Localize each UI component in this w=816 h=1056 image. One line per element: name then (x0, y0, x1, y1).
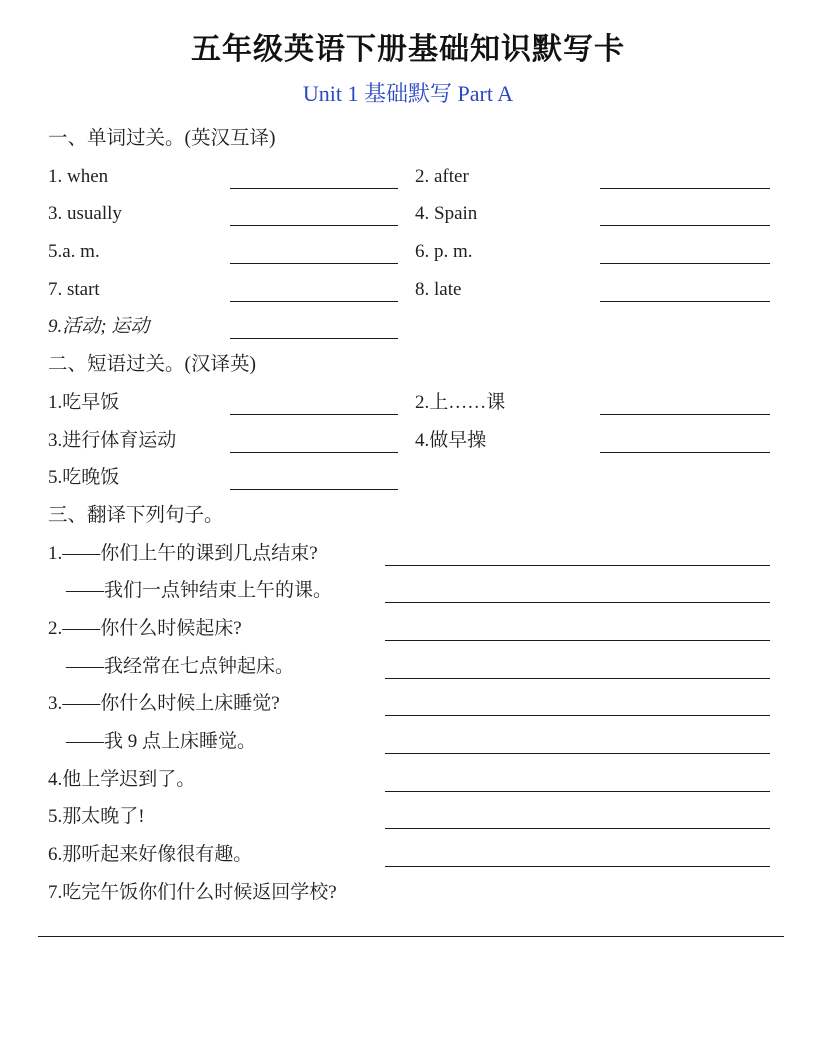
word-item-label: 9.活动; 运动 (48, 316, 150, 338)
sentence-text: 3.——你什么时候上床睡觉? (48, 693, 280, 715)
answer-blank-line (385, 678, 770, 679)
answer-blank-line (600, 263, 770, 264)
answer-blank-line (230, 414, 398, 415)
section-words (48, 120, 816, 346)
phrase-item-label: 2.上……课 (415, 391, 506, 413)
word-row (48, 195, 816, 233)
sentence-text: 1.——你们上午的课到几点结束? (48, 542, 318, 564)
sentence-row (48, 874, 816, 912)
answer-blank-line (230, 188, 398, 189)
sentence-row (48, 610, 816, 648)
full-width-answer-line (38, 936, 784, 937)
phrase-row (48, 459, 816, 497)
section-phrases (48, 346, 816, 497)
word-row (48, 158, 816, 196)
phrase-item-label: 1.吃早饭 (48, 391, 120, 413)
answer-blank-line (230, 225, 398, 226)
word-item-label: 6. p. m. (415, 241, 473, 263)
phrase-item-label: 3.进行体育运动 (48, 429, 177, 451)
answer-blank-line (600, 225, 770, 226)
answer-blank-line (385, 715, 770, 716)
sentence-text: 6.那听起来好像很有趣。 (48, 844, 253, 866)
page-title: 五年级英语下册基础知识默写卡 (191, 33, 625, 66)
answer-blank-line (600, 301, 770, 302)
sentence-text: ——我经常在七点钟起床。 (66, 655, 295, 677)
answer-blank-line (385, 640, 770, 641)
sentence-text: ——我 9 点上床睡觉。 (66, 731, 257, 752)
worksheet-content (48, 120, 816, 937)
sentence-text: 2.——你什么时候起床? (48, 617, 242, 639)
sentence-row (48, 535, 816, 573)
sentence-row (48, 685, 816, 723)
phrase-item-label: 4.做早操 (415, 429, 487, 451)
answer-blank-line (385, 602, 770, 603)
answer-blank-line (230, 452, 398, 453)
sentence-text: 4.他上学迟到了。 (48, 768, 196, 790)
word-row (48, 271, 816, 309)
answer-blank-line (385, 565, 770, 566)
answer-blank-line (230, 301, 398, 302)
word-item-label: 5.a. m. (48, 241, 100, 263)
section-heading-text: 三、翻译下列句子。 (48, 504, 224, 526)
section-words-heading (48, 120, 816, 158)
answer-blank-line (230, 338, 398, 339)
answer-blank-line (385, 866, 770, 867)
answer-blank-line (385, 791, 770, 792)
sentence-row (48, 572, 816, 610)
sentence-row (48, 836, 816, 874)
answer-blank-line (385, 828, 770, 829)
sentence-row (48, 723, 816, 761)
answer-blank-line (600, 452, 770, 453)
section-heading-text: 二、短语过关。(汉译英) (48, 354, 256, 376)
word-item-label: 7. start (48, 278, 100, 300)
sentence-row (48, 648, 816, 686)
sentence-row (48, 761, 816, 799)
word-item-label: 2. after (415, 165, 469, 187)
phrase-row (48, 422, 816, 460)
word-item-label: 4. Spain (415, 203, 478, 225)
section-sentences (48, 497, 816, 912)
phrase-row (48, 384, 816, 422)
answer-blank-line (600, 188, 770, 189)
section-phrases-heading (48, 346, 816, 384)
phrase-item-label: 5.吃晚饭 (48, 467, 120, 489)
word-item-label: 8. late (415, 278, 462, 300)
word-row (48, 308, 816, 346)
section-sentences-heading (48, 497, 816, 535)
word-row (48, 233, 816, 271)
answer-blank-line (385, 753, 770, 754)
page-subtitle: Unit 1 基础默写 Part A (302, 81, 514, 106)
answer-blank-line (230, 489, 398, 490)
sentence-text: ——我们一点钟结束上午的课。 (66, 580, 333, 602)
sentence-text: 5.那太晚了! (48, 806, 145, 828)
section-heading-text: 一、单词过关。(英汉互译) (48, 128, 276, 149)
word-item-label: 1. when (48, 165, 109, 187)
answer-blank-line (600, 414, 770, 415)
sentence-row (48, 798, 816, 836)
answer-blank-line (230, 263, 398, 264)
sentence-text: 7.吃完午饭你们什么时候返回学校? (48, 881, 337, 903)
word-item-label: 3. usually (48, 203, 122, 225)
